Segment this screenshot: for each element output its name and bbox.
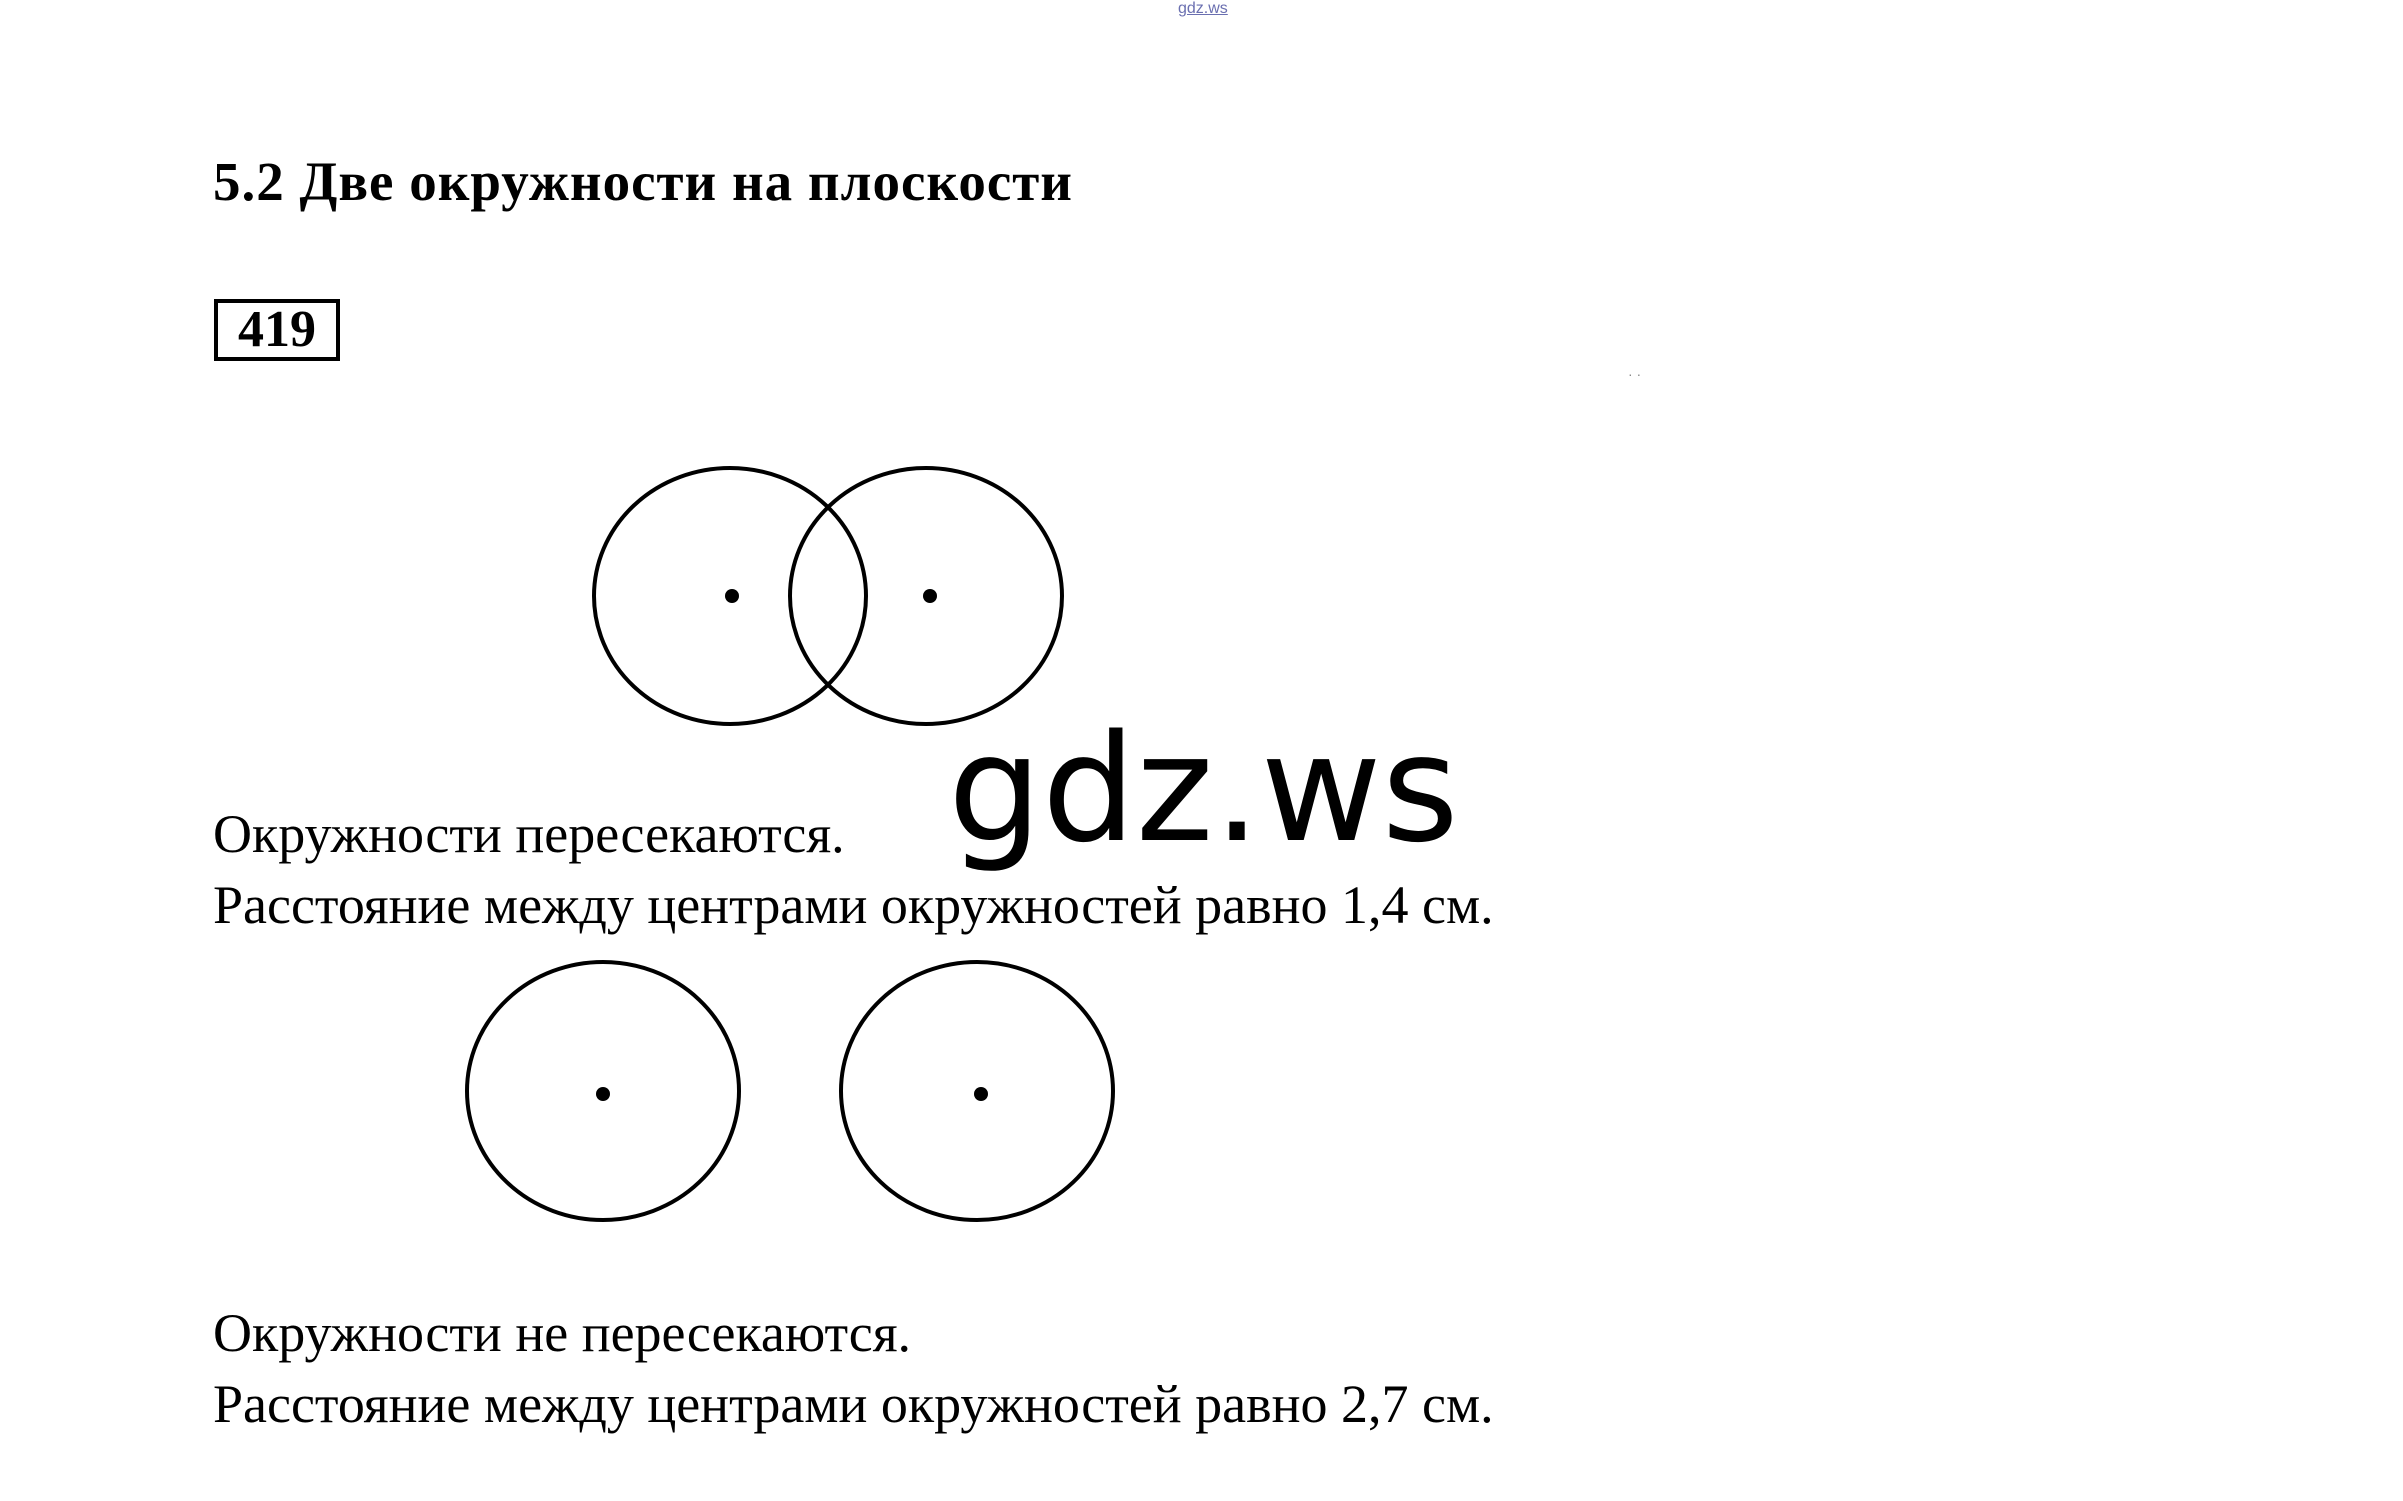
center-left-separate bbox=[596, 1087, 610, 1101]
section-title: 5.2 Две окружности на плоскости bbox=[213, 151, 1073, 212]
center-right-separate bbox=[974, 1087, 988, 1101]
watermark-top: gdz.ws bbox=[1178, 0, 1228, 17]
case1-statement: Окружности пересекаются. bbox=[213, 804, 845, 864]
intersecting-circles bbox=[594, 468, 1062, 724]
exercise-number: 419 bbox=[214, 299, 340, 361]
center-right-intersecting bbox=[923, 589, 937, 603]
case2-statement: Окружности не пересекаются. bbox=[213, 1303, 912, 1363]
case1-distance: Расстояние между центрами окружностей равно 1,4 см. bbox=[213, 875, 1494, 935]
stray-mark: · · bbox=[1628, 366, 1642, 382]
case2-distance: Расстояние между центрами окружностей равно 2,7 см. bbox=[213, 1374, 1494, 1434]
watermark-logo: gdz.ws bbox=[948, 703, 1459, 875]
center-left-intersecting bbox=[725, 589, 739, 603]
separate-circles bbox=[467, 962, 1113, 1220]
